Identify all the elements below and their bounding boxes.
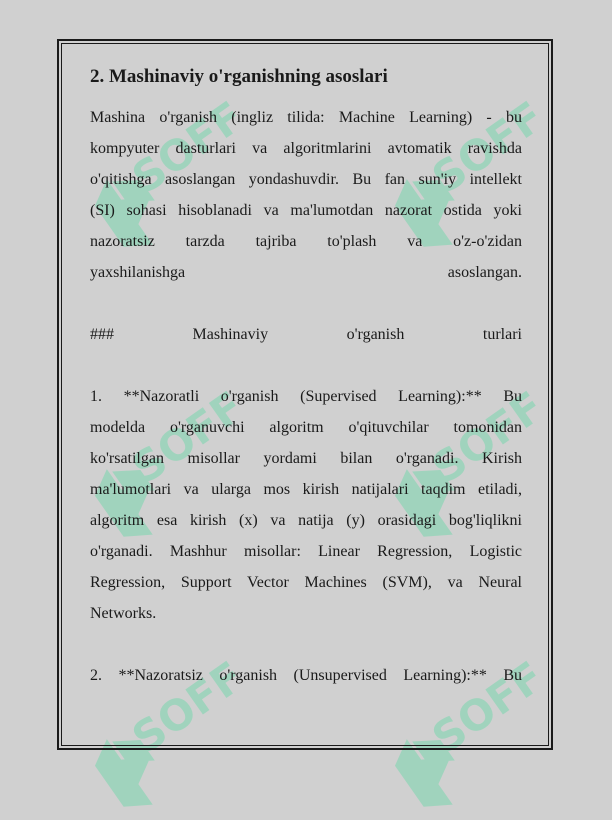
- text-line: modelda o'rganuvchi algoritm o'qituvchilar tomonidan: [90, 419, 522, 436]
- watermark-text: SOFF: [123, 651, 253, 763]
- text-line: Regression, Support Vector Machines (SVM), va Neural: [90, 574, 522, 591]
- subheading-paragraph: [90, 319, 522, 350]
- document-body: [90, 62, 522, 691]
- text-line: nazoratsiz tarzda tajriba to'plash va o'z-o'zidan: [90, 233, 522, 250]
- text-line: (SI) sohasi hisoblanadi va ma'lumotdan nazorat ostida yoki: [90, 202, 522, 219]
- text-line: Mashina o'rganish (ingliz tilida: Machine Learning) - bu: [90, 109, 522, 126]
- text-line: o'rganadi. Mashhur misollar: Linear Regression, Logistic: [90, 543, 522, 560]
- text-line: ma'lumotlari va ularga mos kirish natijalari taqdim etiladi,: [90, 481, 522, 498]
- watermark-text: SOFF: [423, 651, 553, 763]
- watermark-text: SOFF: [123, 381, 253, 493]
- text-line: yaxshilanishga asoslangan.: [90, 264, 522, 281]
- text-line: 1. **Nazoratli o'rganish (Supervised Learning):** Bu: [90, 388, 522, 405]
- watermark-text: SOFF: [123, 91, 253, 203]
- text-line: ### Mashinaviy o'rganish turlari: [90, 326, 522, 343]
- text-line: o'qitishga asoslangan yondashuvdir. Bu fan sun'iy intellekt: [90, 171, 522, 188]
- text-line: Networks.: [90, 605, 157, 622]
- paragraph-unsupervised: [90, 660, 522, 691]
- text-line: kompyuter dasturlari va algoritmlarini avtomatik ravishda: [90, 140, 522, 157]
- watermark-text: SOFF: [423, 381, 553, 493]
- section-heading: 2. Mashinaviy o'rganishning asoslari: [90, 66, 388, 87]
- watermark-text: SOFF: [423, 91, 553, 203]
- text-line: ko'rsatilgan misollar yordami bilan o'rganadi. Kirish: [90, 450, 522, 467]
- paragraph-supervised: [90, 381, 522, 629]
- text-line: algoritm esa kirish (x) va natija (y) orasidagi bog'liqlikni: [90, 512, 522, 529]
- text-line: 2. **Nazoratsiz o'rganish (Unsupervised Learning):** Bu: [90, 667, 522, 684]
- paragraph-intro: [90, 102, 522, 288]
